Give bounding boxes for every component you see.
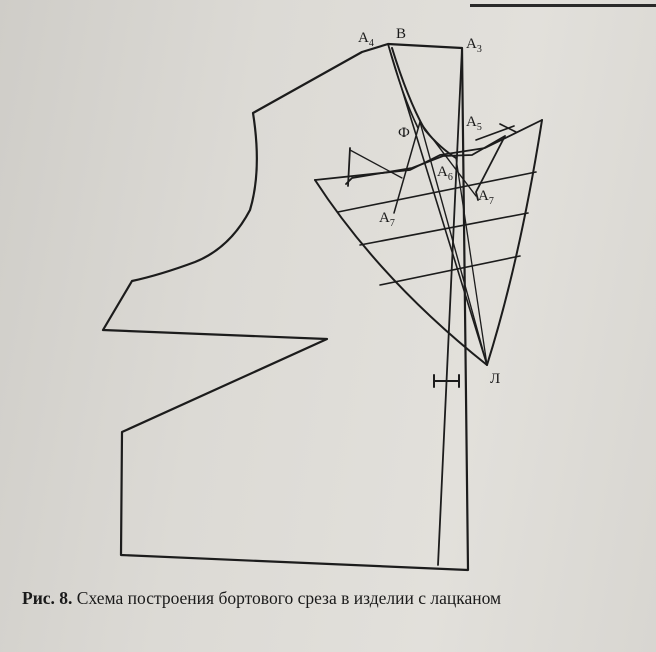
label-b: B [396, 26, 407, 42]
break-line [388, 44, 487, 365]
construction-line-1 [420, 122, 487, 365]
label-a7-right: $A_7$ [478, 188, 494, 207]
label-a3: $A_3$ [466, 36, 482, 55]
neckline-curve [392, 48, 456, 158]
figure-caption [22, 588, 642, 609]
label-a4: $A_4$ [358, 30, 374, 49]
label-a5: $A_5$ [466, 114, 482, 133]
figure-number: Рис. 8. [22, 588, 73, 608]
lapel-cross-3 [380, 256, 520, 285]
garment-outline [103, 44, 468, 570]
label-a7-left: $A_7$ [379, 210, 395, 229]
label-a6: $A_6$ [437, 164, 453, 183]
figure-caption-text: Схема построения бортового среза в изделии с лацканом [72, 588, 502, 608]
label-l: Л [490, 371, 501, 387]
center-front-line [438, 48, 462, 565]
construction-line-3 [420, 122, 476, 196]
label-f: Ф [398, 125, 410, 141]
